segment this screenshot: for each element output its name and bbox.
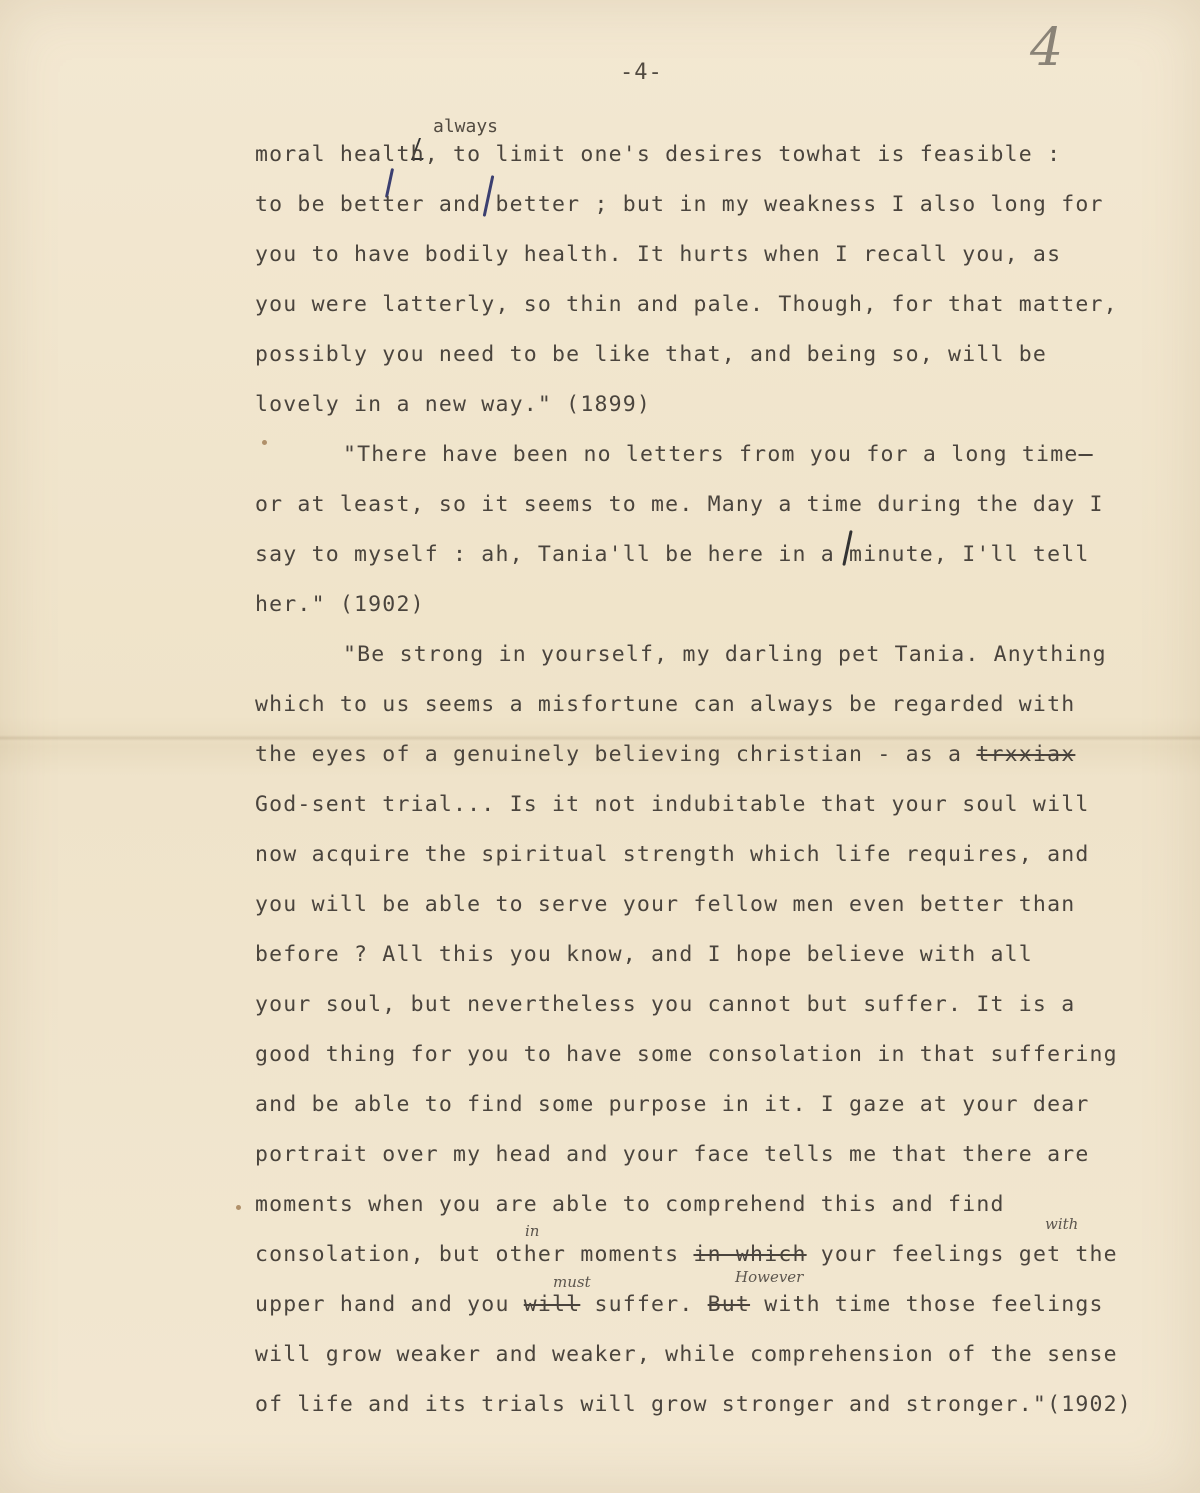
text-fragment: "There have been no letters from you for a long time (343, 442, 1079, 467)
insertion-always: always (433, 116, 499, 137)
text-line: you were latterly, so thin and pale. Though, for that matter, (255, 292, 1118, 317)
text-line: of life and its trials will grow stronger and stronger."(1902) (255, 1392, 1132, 1417)
text-line: and be able to find some purpose in it. I gaze at your dear (255, 1092, 1090, 1117)
text-line: good thing for you to have some consolation in that suffering (255, 1042, 1118, 1067)
text-line: God-sent trial... Is it not indubitable that your soul will (255, 792, 1090, 817)
text-line: to be better and better ; but in my weakness I also long for (255, 192, 1104, 217)
text-line (255, 730, 1185, 780)
text-line (255, 1230, 1185, 1280)
text-line: possibly you need to be like that, and being so, will be (255, 342, 1048, 367)
paper-speck (236, 1205, 241, 1210)
text-line: "Be strong in yourself, my darling pet Tania. Anything (343, 642, 1107, 667)
text-line: moments when you are able to comprehend this and find (255, 1192, 1005, 1217)
page-number: -4- (620, 60, 663, 85)
text-line (255, 1280, 1185, 1330)
handwritten-however: However (735, 1268, 804, 1286)
text-line: which to us seems a misfortune can always be regarded with (255, 692, 1076, 717)
text-line: will grow weaker and weaker, while comprehension of the sense (255, 1342, 1118, 1367)
text-line: or at least, so it seems to me. Many a time during the day I (255, 492, 1104, 517)
text-line: now acquire the spiritual strength which life requires, and (255, 842, 1090, 867)
text-fragment: the eyes of a genuinely believing christian - as a (255, 742, 963, 767)
handwritten-in: in (525, 1222, 540, 1240)
handwritten-with: with (1045, 1215, 1079, 1233)
text-line: portrait over my head and your face tells me that there are (255, 1142, 1090, 1167)
struck-text: But (707, 1292, 751, 1317)
text-fragment: upper hand and you (255, 1292, 510, 1317)
typed-text (255, 130, 1185, 1430)
archive-number: 4 (1030, 18, 1064, 78)
handwritten-must: must (553, 1273, 591, 1291)
text-fragment: suffer. (580, 1292, 708, 1317)
struck-text: - (1078, 442, 1093, 467)
text-line: lovely in a new way." (1899) (255, 392, 652, 417)
text-fragment: consolation, but other moments (255, 1242, 680, 1267)
text-fragment: your feelings get the (806, 1242, 1118, 1267)
text-line: before ? All this you know, and I hope believe with all (255, 942, 1033, 967)
text-line: her." (1902) (255, 592, 425, 617)
text-fragment: with time those feelings (750, 1292, 1104, 1317)
text-line: moral health, to limit one's desires towhat is feasible : (255, 142, 1062, 167)
struck-text: will (523, 1292, 581, 1317)
struck-text: trxxiax (976, 742, 1076, 767)
text-line: you to have bodily health. It hurts when I recall you, as (255, 242, 1062, 267)
struck-text: in which (693, 1242, 807, 1267)
text-line: say to myself : ah, Tania'll be here in a minute, I'll tell (255, 542, 1090, 567)
text-line: you will be able to serve your fellow men even better than (255, 892, 1076, 917)
text-line: your soul, but nevertheless you cannot but suffer. It is a (255, 992, 1076, 1017)
text-line (255, 430, 1185, 480)
